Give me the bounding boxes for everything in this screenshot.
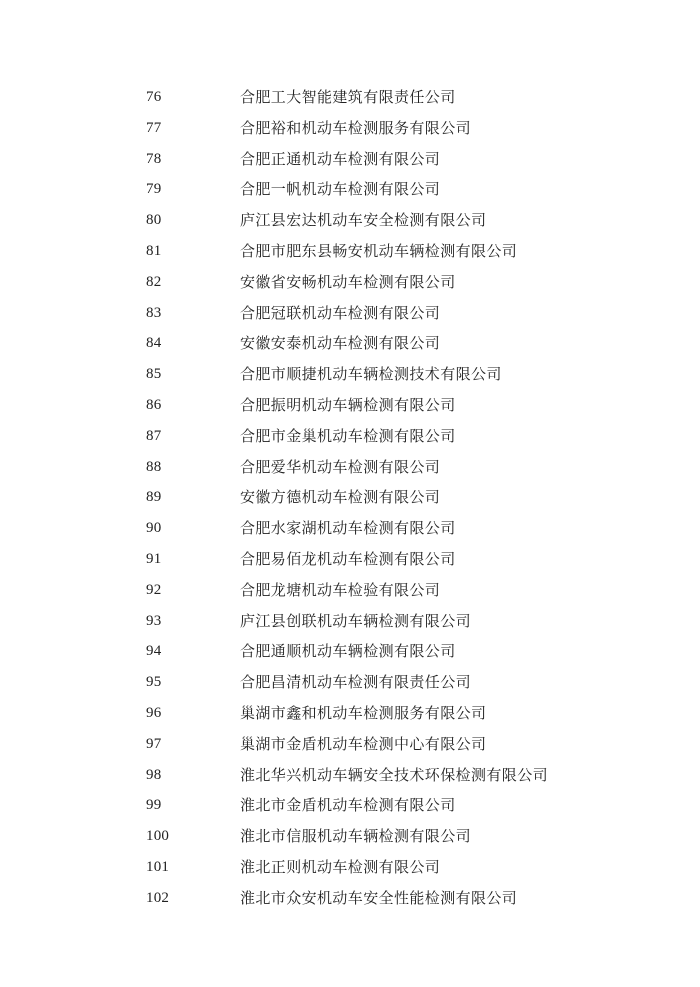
list-item <box>0 544 700 575</box>
item-number: 77 <box>146 119 162 136</box>
list-item <box>0 236 700 267</box>
company-name: 合肥市顺捷机动车辆检测技术有限公司 <box>240 365 502 384</box>
item-number: 94 <box>146 643 162 660</box>
item-number: 101 <box>146 858 170 875</box>
company-name: 合肥市肥东县畅安机动车辆检测有限公司 <box>240 241 518 260</box>
list-item <box>0 298 700 329</box>
company-name: 巢湖市金盾机动车检测中心有限公司 <box>240 734 487 753</box>
list-item <box>0 205 700 236</box>
item-number: 80 <box>146 212 162 229</box>
list-item <box>0 452 700 483</box>
item-number: 81 <box>146 242 162 259</box>
list-item <box>0 821 700 852</box>
company-name: 安徽方德机动车检测有限公司 <box>240 488 441 507</box>
list-item <box>0 636 700 667</box>
list-item <box>0 144 700 175</box>
item-number: 84 <box>146 335 162 352</box>
item-number: 99 <box>146 797 162 814</box>
company-name: 淮北正则机动车检测有限公司 <box>240 857 441 876</box>
list-item <box>0 359 700 390</box>
item-number: 83 <box>146 304 162 321</box>
item-number: 93 <box>146 612 162 629</box>
company-list <box>0 82 700 914</box>
item-number: 76 <box>146 89 162 105</box>
company-name: 庐江县创联机动车辆检测有限公司 <box>240 611 472 630</box>
company-name: 淮北市众安机动车安全性能检测有限公司 <box>240 888 518 907</box>
item-number: 102 <box>146 889 170 906</box>
item-number: 92 <box>146 581 162 598</box>
company-name: 合肥工大智能建筑有限责任公司 <box>240 88 456 106</box>
company-name: 巢湖市鑫和机动车检测服务有限公司 <box>240 703 487 722</box>
company-name: 安徽安泰机动车检测有限公司 <box>240 334 441 353</box>
list-item <box>0 575 700 606</box>
item-number: 90 <box>146 520 162 537</box>
list-item <box>0 698 700 729</box>
item-number: 95 <box>146 674 162 691</box>
list-item <box>0 390 700 421</box>
list-item <box>0 760 700 791</box>
company-name: 合肥裕和机动车检测服务有限公司 <box>240 118 472 137</box>
company-name: 合肥通顺机动车辆检测有限公司 <box>240 642 456 661</box>
company-name: 合肥正通机动车检测有限公司 <box>240 149 441 168</box>
company-name: 合肥振明机动车辆检测有限公司 <box>240 395 456 414</box>
company-name: 合肥冠联机动车检测有限公司 <box>240 303 441 322</box>
list-item <box>0 82 700 113</box>
company-name: 淮北华兴机动车辆安全技术环保检测有限公司 <box>240 765 549 784</box>
company-name: 庐江县宏达机动车安全检测有限公司 <box>240 211 487 230</box>
company-name: 合肥爱华机动车检测有限公司 <box>240 457 441 476</box>
item-number: 86 <box>146 396 162 413</box>
list-item <box>0 667 700 698</box>
item-number: 87 <box>146 427 162 444</box>
list-item <box>0 883 700 914</box>
company-name: 合肥昌清机动车检测有限责任公司 <box>240 673 472 692</box>
list-item <box>0 267 700 298</box>
list-item <box>0 513 700 544</box>
item-number: 85 <box>146 366 162 383</box>
item-number: 96 <box>146 704 162 721</box>
item-number: 97 <box>146 735 162 752</box>
item-number: 91 <box>146 550 162 567</box>
item-number: 82 <box>146 273 162 290</box>
item-number: 79 <box>146 181 162 198</box>
list-item <box>0 606 700 637</box>
company-name: 合肥一帆机动车检测有限公司 <box>240 180 441 199</box>
list-item <box>0 328 700 359</box>
list-item <box>0 729 700 760</box>
item-number: 78 <box>146 150 162 167</box>
list-item <box>0 482 700 513</box>
list-item <box>0 174 700 205</box>
list-item <box>0 113 700 144</box>
company-name: 淮北市金盾机动车检测有限公司 <box>240 796 456 815</box>
company-name: 合肥市金巢机动车检测有限公司 <box>240 426 456 445</box>
item-number: 88 <box>146 458 162 475</box>
list-item <box>0 790 700 821</box>
item-number: 98 <box>146 766 162 783</box>
item-number: 100 <box>146 828 170 845</box>
company-name: 淮北市信服机动车辆检测有限公司 <box>240 827 472 846</box>
list-item <box>0 852 700 883</box>
company-name: 合肥水家湖机动车检测有限公司 <box>240 519 456 538</box>
company-name: 安徽省安畅机动车检测有限公司 <box>240 272 456 291</box>
company-name: 合肥易佰龙机动车检测有限公司 <box>240 549 456 568</box>
item-number: 89 <box>146 489 162 506</box>
list-item <box>0 421 700 452</box>
company-name: 合肥龙塘机动车检验有限公司 <box>240 580 441 599</box>
